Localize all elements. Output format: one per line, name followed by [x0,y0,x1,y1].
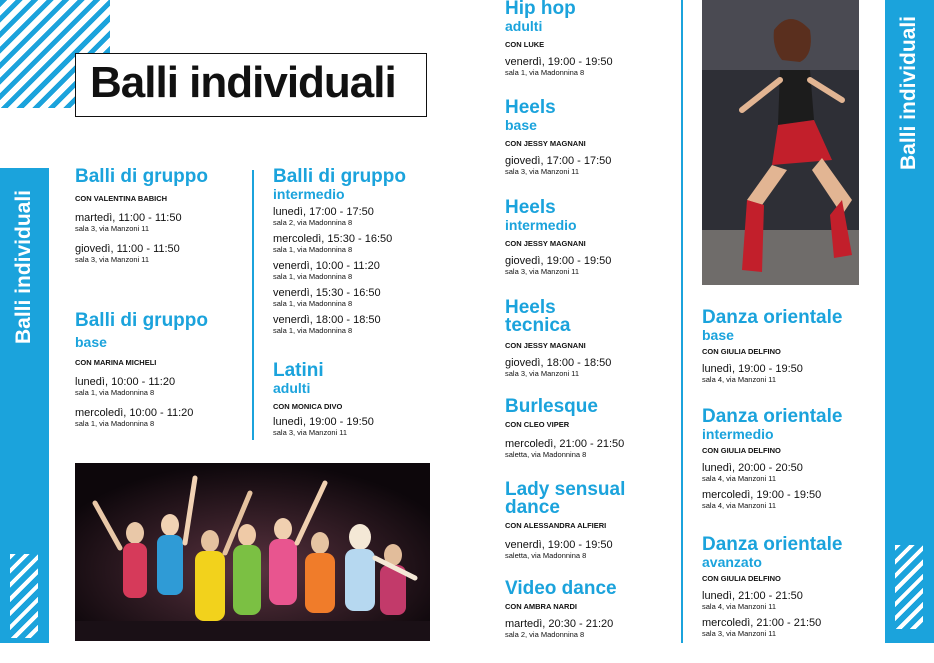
teacher-name: CON ALESSANDRA ALFIERI [505,521,607,530]
class-title: Heels [505,197,556,218]
side-label-left: Balli individuali [12,190,35,345]
dancers-illustration [75,463,430,641]
class-level: base [702,327,734,343]
location: sala 2, via Madonnina 8 [505,630,585,639]
class-block [702,536,877,638]
class-title: Balli di gruppo [75,166,208,187]
class-block [505,199,675,276]
class-title: Video dance [505,578,617,599]
location: sala 1, via Madonnina 8 [75,419,155,428]
teacher-name: CON AMBRA NARDI [505,602,577,611]
teacher-name: CON GIULIA DELFINO [702,347,781,356]
class-title-line2: tecnica [505,315,571,336]
time-slot: giovedì, 11:00 - 11:50 [75,243,180,255]
time-slot: giovedì, 17:00 - 17:50 [505,155,612,167]
class-block [505,0,675,77]
class-block [702,408,877,510]
teacher-name: CON GIULIA DELFINO [702,446,781,455]
time-slot: martedì, 11:00 - 11:50 [75,212,182,224]
location: sala 3, via Manzoni 11 [702,629,777,638]
class-block [505,299,675,378]
class-title: Danza orientale [702,406,843,427]
location: sala 3, via Manzoni 11 [505,167,580,176]
class-level: adulti [273,380,311,396]
time-slot: mercoledì, 15:30 - 16:50 [273,233,393,245]
location: sala 4, via Manzoni 11 [702,501,777,510]
teacher-name: CON JESSY MAGNANI [505,139,586,148]
teacher-name: CON MARINA MICHELI [75,358,157,367]
class-title: Burlesque [505,396,598,417]
time-slot: lunedì, 21:00 - 21:50 [702,590,803,602]
location: sala 4, via Manzoni 11 [702,375,777,384]
class-block [273,168,443,335]
location: sala 1, via Madonnina 8 [273,272,353,281]
page-title: Balli individuali [90,58,396,107]
side-bar-right [885,0,934,643]
time-slot: giovedì, 19:00 - 19:50 [505,255,612,267]
solo-dancer-photo [702,0,859,285]
time-slot: lunedì, 20:00 - 20:50 [702,462,803,474]
class-title: Balli di gruppo [273,166,406,187]
location: saletta, via Madonnina 8 [505,551,587,560]
time-slot: mercoledì, 21:00 - 21:50 [505,438,625,450]
class-title: Danza orientale [702,534,843,555]
time-slot: mercoledì, 19:00 - 19:50 [702,489,822,501]
column-divider-1 [252,170,254,440]
location: sala 3, via Manzoni 11 [505,369,580,378]
location: sala 3, via Manzoni 11 [75,224,150,233]
teacher-name: CON CLEO VIPER [505,420,570,429]
class-title: Latini [273,360,324,381]
teacher-name: CON LUKE [505,40,545,49]
class-block [702,309,877,384]
class-title: Balli di gruppo [75,310,208,331]
class-level: intermedio [505,217,577,233]
location: saletta, via Madonnina 8 [505,450,587,459]
time-slot: venerdì, 19:00 - 19:50 [505,539,613,551]
class-block [75,312,245,428]
time-slot: mercoledì, 10:00 - 11:20 [75,407,194,419]
class-level: adulti [505,18,543,34]
class-title: Hip hop [505,0,576,19]
location: sala 1, via Madonnina 8 [75,388,155,397]
class-level: base [75,334,107,350]
stripes-icon-right [895,545,923,629]
class-title: Heels [505,97,556,118]
class-level: intermedio [702,426,774,442]
time-slot: lunedì, 17:00 - 17:50 [273,206,374,218]
class-title: Lady sensual [505,479,626,500]
class-level: base [505,117,537,133]
class-title: Danza orientale [702,307,843,328]
location: sala 3, via Manzoni 11 [505,267,580,276]
teacher-name: CON JESSY MAGNANI [505,341,586,350]
class-level: avanzato [702,554,762,570]
group-dance-photo [75,463,430,641]
location: sala 4, via Manzoni 11 [702,474,777,483]
time-slot: venerdì, 19:00 - 19:50 [505,56,613,68]
teacher-name: CON VALENTINA BABICH [75,194,168,203]
page-title-box [75,53,427,117]
time-slot: giovedì, 18:00 - 18:50 [505,357,612,369]
location: sala 1, via Madonnina 8 [273,326,353,335]
location: sala 3, via Manzoni 11 [75,255,150,264]
class-block [273,362,443,437]
location: sala 4, via Manzoni 11 [702,602,777,611]
side-bar-left [0,168,49,643]
time-slot: mercoledì, 21:00 - 21:50 [702,617,822,629]
location: sala 2, via Madonnina 8 [273,218,353,227]
time-slot: lunedì, 19:00 - 19:50 [273,416,374,428]
teacher-name: CON MONICA DIVO [273,402,343,411]
location: sala 1, via Madonnina 8 [505,68,585,77]
location: sala 3, via Manzoni 11 [273,428,348,437]
class-block [505,580,675,639]
time-slot: lunedì, 10:00 - 11:20 [75,376,176,388]
location: sala 1, via Madonnina 8 [273,299,353,308]
class-title-line2: dance [505,497,560,518]
class-block [505,398,675,459]
class-title: Heels [505,297,556,318]
column-divider-3 [681,0,683,643]
time-slot: martedì, 20:30 - 21:20 [505,618,614,630]
time-slot: venerdì, 18:00 - 18:50 [273,314,381,326]
time-slot: venerdì, 15:30 - 16:50 [273,287,381,299]
stripes-icon-left [10,554,38,638]
class-level: intermedio [273,186,345,202]
teacher-name: CON GIULIA DELFINO [702,574,781,583]
solo-dancer-illustration [702,0,859,285]
class-block [505,99,675,176]
class-block [75,168,245,264]
location: sala 1, via Madonnina 8 [273,245,353,254]
class-block [505,481,675,560]
teacher-name: CON JESSY MAGNANI [505,239,586,248]
time-slot: lunedì, 19:00 - 19:50 [702,363,803,375]
side-label-right: Balli individuali [897,16,920,171]
time-slot: venerdì, 10:00 - 11:20 [273,260,380,272]
